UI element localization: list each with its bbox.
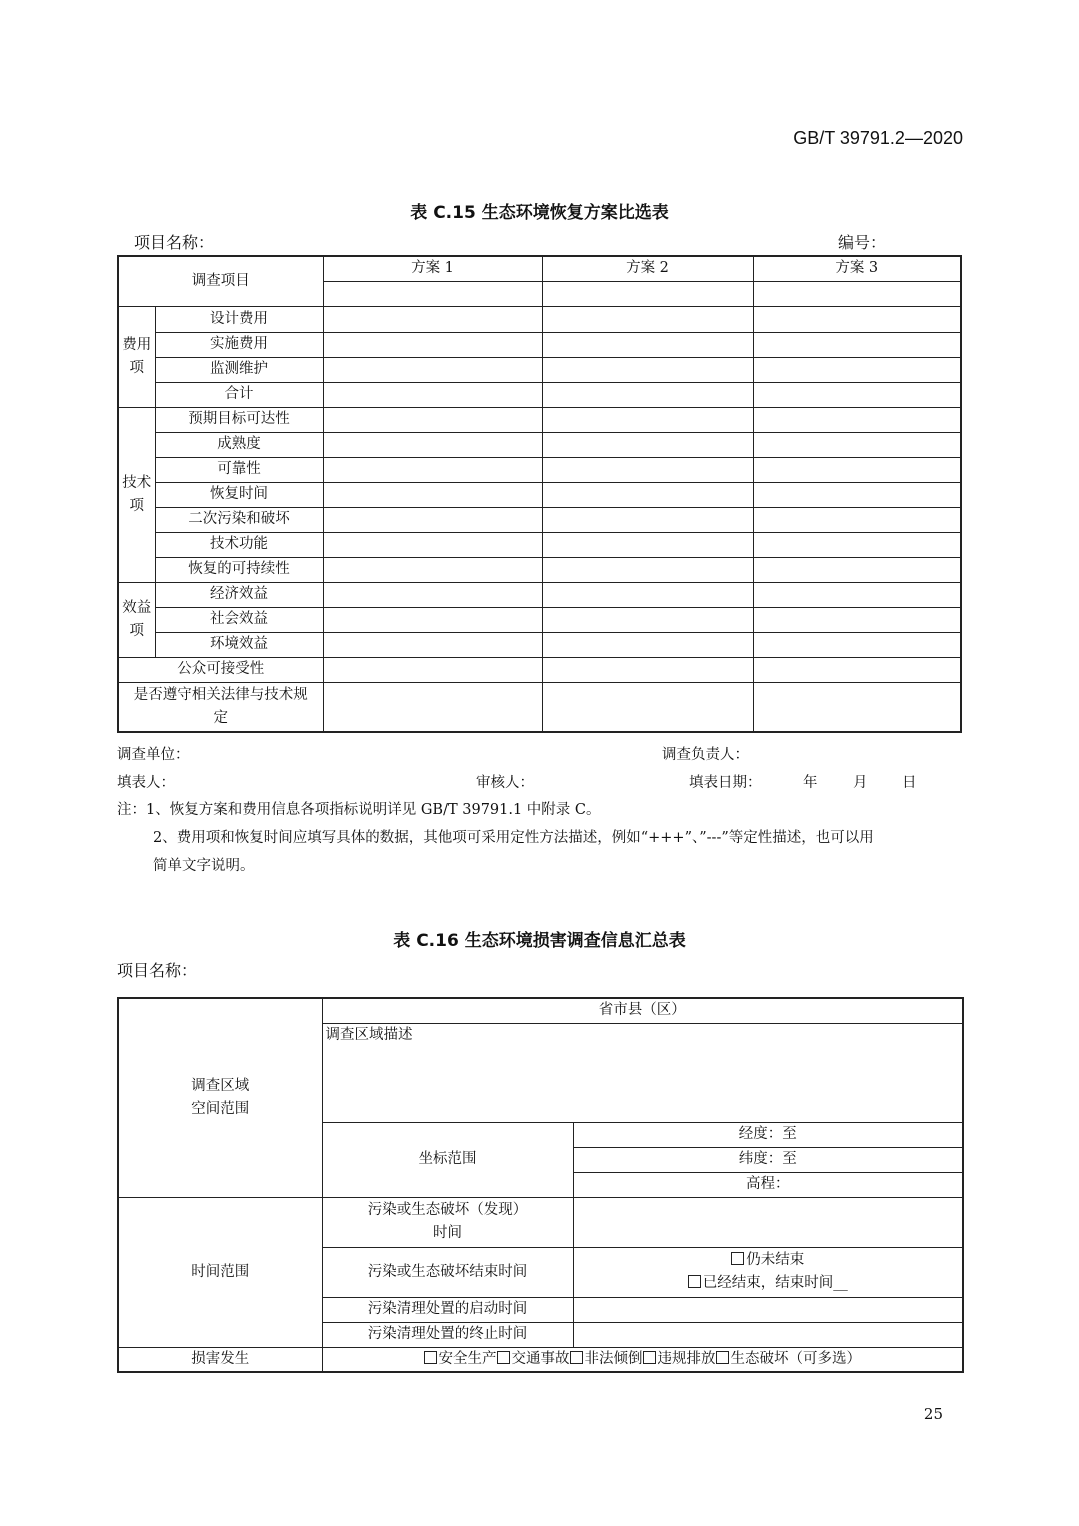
table-c15-title: 表 C.15 生态环境恢复方案比选表 — [410, 203, 669, 223]
row-label: 社会效益 — [155, 607, 323, 632]
row-public-acceptance: 公众可接受性 — [118, 657, 323, 682]
damage-occurrence-label: 损害发生 — [118, 1347, 322, 1372]
footer-month: 月 — [853, 775, 868, 791]
checkbox-icon[interactable] — [716, 1351, 729, 1364]
row-law-compliance: 是否遵守相关法律与技术规 定 — [118, 682, 323, 732]
scheme-comparison-table — [117, 255, 962, 733]
group-cost-label: 费用 项 — [118, 306, 155, 407]
footer-person: 调查负责人： — [662, 747, 749, 763]
c16-project-label: 项目名称： — [117, 961, 198, 980]
checkbox-icon[interactable] — [424, 1351, 437, 1364]
row-label: 经济效益 — [155, 582, 323, 607]
c15-project-label: 项目名称： — [134, 233, 215, 252]
clean-start-label: 污染清理处置的启动时间 — [322, 1297, 573, 1322]
footer-filler: 填表人： — [117, 775, 175, 791]
row-label: 技术功能 — [155, 532, 323, 557]
longitude-cell: 经度：至 — [573, 1122, 963, 1147]
row-label: 二次污染和破坏 — [155, 507, 323, 532]
area-range-label: 调查区域 空间范围 — [118, 998, 322, 1197]
row-label: 恢复时间 — [155, 482, 323, 507]
note-2: 2、费用项和恢复时间应填写具体的数据，其他项可采用定性方法描述，例如“+++”、”---”等定性描述，也可以用 — [153, 830, 874, 846]
row-label: 成熟度 — [155, 432, 323, 457]
clean-end-label: 污染清理处置的终止时间 — [322, 1322, 573, 1347]
group-benefit-label: 效益 项 — [118, 582, 155, 657]
footer-reviewer: 审核人： — [476, 775, 534, 791]
checkbox-icon[interactable] — [643, 1351, 656, 1364]
row-label: 监测维护 — [155, 357, 323, 382]
scheme-3-header: 方案 3 — [753, 256, 961, 281]
time-found-label: 污染或生态破坏（发现） 时间 — [322, 1197, 573, 1247]
elevation-cell: 高程： — [573, 1172, 963, 1197]
row-label: 设计费用 — [155, 306, 323, 332]
checkbox-icon[interactable] — [570, 1351, 583, 1364]
damage-survey-table — [117, 997, 964, 1373]
area-description-cell: 调查区域描述 — [322, 1023, 963, 1122]
scheme-2-header: 方案 2 — [542, 256, 753, 281]
c15-number-label: 编号： — [838, 233, 887, 252]
row-label: 预期目标可达性 — [155, 407, 323, 432]
coord-range-label: 坐标范围 — [322, 1122, 573, 1197]
checkbox-icon[interactable] — [497, 1351, 510, 1364]
table-c16-title: 表 C.16 生态环境损害调查信息汇总表 — [393, 931, 686, 951]
col-item-header: 调查项目 — [118, 256, 323, 306]
row-label: 实施费用 — [155, 332, 323, 357]
checkbox-icon[interactable] — [688, 1275, 701, 1288]
province-cell: 省市县（区） — [322, 998, 963, 1023]
row-label: 合计 — [155, 382, 323, 407]
time-range-label: 时间范围 — [118, 1197, 322, 1347]
row-label: 可靠性 — [155, 457, 323, 482]
footer-date: 填表日期： — [689, 775, 762, 791]
row-label: 环境效益 — [155, 632, 323, 657]
footer-day: 日 — [902, 775, 917, 791]
footer-year: 年 — [803, 775, 818, 791]
note-1: 注：1、恢复方案和费用信息各项指标说明详见 GB/T 39791.1 中附录 C。 — [117, 802, 601, 818]
row-label: 恢复的可持续性 — [155, 557, 323, 582]
page-number: 25 — [923, 1405, 943, 1423]
scheme-1-header: 方案 1 — [323, 256, 542, 281]
note-2-cont: 简单文字说明。 — [153, 858, 255, 874]
time-end-label: 污染或生态破坏结束时间 — [322, 1247, 573, 1297]
time-end-options: 仍未结束 已经结束，结束时间__ — [573, 1247, 963, 1297]
group-tech-label: 技术 项 — [118, 407, 155, 582]
latitude-cell: 纬度：至 — [573, 1147, 963, 1172]
damage-options: 安全生产 交通事故 非法倾倒 违规排放 生态破坏（可多选） — [322, 1347, 963, 1372]
footer-unit: 调查单位： — [117, 747, 190, 763]
checkbox-icon[interactable] — [731, 1252, 744, 1265]
standard-code: GB/T 39791.2—2020 — [793, 128, 963, 148]
